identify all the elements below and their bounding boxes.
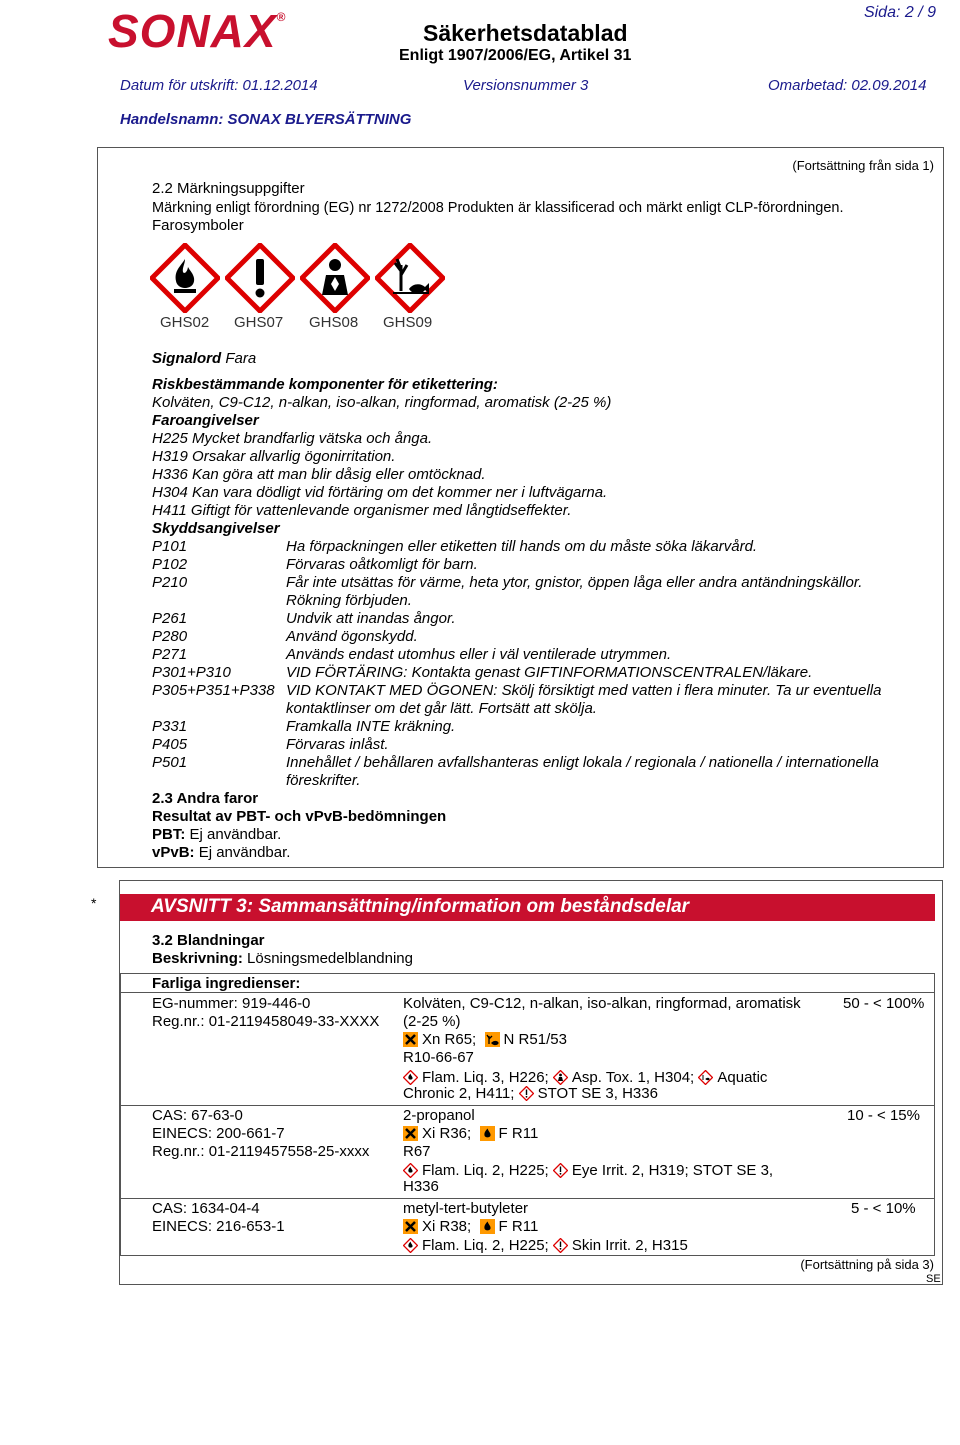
precaution-text: Undvik att inandas ångor.	[286, 610, 456, 627]
ingredient-r-phrases: R67	[403, 1143, 431, 1160]
ingredient-id: Reg.nr.: 01-2119458049-33-XXXX	[152, 1013, 380, 1030]
ghs09-environment-icon	[375, 243, 445, 313]
precaution-code: P405	[152, 736, 188, 753]
precaution-text: Förvaras inlåst.	[286, 736, 389, 753]
environment-icon	[698, 1070, 713, 1085]
document-title: Säkerhetsdatablad	[423, 20, 628, 46]
precaution-text: Innehållet / behållaren avfallshanteras enligt lokala / regionala / nationella / internationella	[286, 754, 879, 771]
row-divider	[120, 1105, 935, 1106]
precaution-code: P261	[152, 610, 188, 627]
hazard-heading: Faroangivelser	[152, 412, 259, 429]
hazard-statement: H304 Kan vara dödligt vid förtäring om det kommer ner i luftvägarna.	[152, 484, 608, 501]
ingredient-name: metyl-tert-butyleter	[403, 1200, 529, 1217]
ghs07-exclamation-icon	[225, 243, 295, 313]
irritant-x-icon	[403, 1219, 418, 1234]
risk-components-heading: Riskbestämmande komponenter för etikettering:	[152, 376, 498, 393]
precaution-code: P101	[152, 538, 188, 555]
precaution-code: P280	[152, 628, 188, 645]
exclamation-icon	[519, 1086, 534, 1101]
revised-date: Omarbetad: 02.09.2014	[768, 77, 927, 94]
version-number: Versionsnummer 3	[463, 77, 589, 94]
precaution-code: P501	[152, 754, 188, 771]
hazard-statement: H336 Kan göra att man blir dåsig eller omtöcknad.	[152, 466, 486, 483]
ghs-code: GHS09	[383, 314, 433, 331]
document-subtitle: Enligt 1907/2006/EG, Artikel 31	[399, 47, 632, 64]
ingredient-name: 2-propanol	[403, 1107, 475, 1124]
ingredient-clp: Flam. Liq. 3, H226; Asp. Tox. 1, H304; Aquatic	[403, 1069, 767, 1087]
ingredient-id: EINECS: 216-653-1	[152, 1218, 285, 1235]
precaution-code: P305+P351+P338	[152, 682, 275, 699]
language-code: SE	[926, 1273, 941, 1285]
exclamation-icon	[553, 1163, 568, 1178]
continued-from: (Fortsättning från sida 1)	[792, 158, 934, 173]
hazard-statement: H319 Orsakar allvarlig ögonirritation.	[152, 448, 396, 465]
pbt-heading: Resultat av PBT- och vPvB-bedömningen	[152, 808, 447, 825]
ingredient-name-cont: (2-25 %)	[403, 1013, 461, 1030]
labelling-heading: 2.2 Märkningsuppgifter	[152, 180, 305, 197]
precaution-code: P301+P310	[152, 664, 231, 681]
ghs02-flame-icon	[150, 243, 220, 313]
ingredient-clp-cont: H336	[403, 1178, 439, 1195]
page-number: Sida: 2 / 9	[863, 4, 936, 21]
hazard-statement: H225 Mycket brandfarlig vätska och ånga.	[152, 430, 433, 447]
ghs-code: GHS02	[160, 314, 210, 331]
precaution-text: Ha förpackningen eller etiketten till hands om du måste söka läkarvård.	[286, 538, 758, 555]
ingredient-id: CAS: 67-63-0	[152, 1107, 243, 1124]
ghs-code: GHS08	[309, 314, 359, 331]
ingredient-id: EG-nummer: 919-446-0	[152, 995, 311, 1012]
ingredient-id: EINECS: 200-661-7	[152, 1125, 285, 1142]
precaution-text: Framkalla INTE kräkning.	[286, 718, 456, 735]
ingredient-clp: Flam. Liq. 2, H225; Skin Irrit. 2, H315	[403, 1237, 688, 1255]
change-marker: *	[91, 895, 97, 911]
row-divider	[120, 1198, 935, 1199]
precaution-code: P210	[152, 574, 188, 591]
irritant-x-icon	[403, 1126, 418, 1141]
ingredient-id: Reg.nr.: 01-2119457558-25-xxxx	[152, 1143, 370, 1160]
precaution-text: VID FÖRTÄRING: Kontakta genast GIFTINFORMATIONSCENTRALEN/läkare.	[286, 664, 813, 681]
mixtures-heading: 3.2 Blandningar	[152, 932, 265, 949]
precaution-text: VID KONTAKT MED ÖGONEN: Skölj försiktigt med vatten i flera minuter. Ta ur eventuella	[286, 682, 882, 699]
ingredient-id: CAS: 1634-04-4	[152, 1200, 260, 1217]
environment-dsd-icon	[485, 1032, 500, 1047]
flame-icon	[403, 1163, 418, 1178]
precaution-heading: Skyddsangivelser	[152, 520, 280, 537]
ingredient-r-phrases: R10-66-67	[403, 1049, 474, 1066]
sonax-logo: SONAX®	[108, 5, 287, 57]
precaution-code: P102	[152, 556, 188, 573]
precaution-text: Rökning förbjuden.	[286, 592, 412, 609]
flammable-dsd-icon	[480, 1126, 495, 1141]
continued-next: (Fortsättning på sida 3)	[800, 1257, 934, 1272]
labelling-regulation: Märkning enligt förordning (EG) nr 1272/2008 Produkten är klassificerad och märkt enligt CLP-förordningen.	[152, 200, 844, 216]
signal-word: Signalord Fara	[152, 350, 257, 367]
ingredients-heading: Farliga ingredienser:	[152, 975, 301, 992]
precaution-text: Får inte utsättas för värme, heta ytor, gnistor, öppen låga eller andra antändningskällor.	[286, 574, 863, 591]
harmful-x-icon	[403, 1032, 418, 1047]
exclamation-icon	[553, 1238, 568, 1253]
print-date: Datum för utskrift: 01.12.2014	[120, 77, 318, 94]
health-hazard-icon	[553, 1070, 568, 1085]
section-3-title: AVSNITT 3: Sammansättning/information om beståndsdelar	[151, 896, 690, 917]
ingredient-dsd: Xi R38; F R11	[403, 1218, 538, 1236]
precaution-text: Använd ögonskydd.	[286, 628, 418, 645]
trade-name: Handelsnamn: SONAX BLYERSÄTTNING	[120, 111, 412, 128]
farosymboler-label: Farosymboler	[152, 217, 244, 234]
flame-icon	[403, 1070, 418, 1085]
precaution-text: Förvaras oåtkomligt för barn.	[286, 556, 478, 573]
precaution-code: P271	[152, 646, 188, 663]
risk-components: Kolväten, C9-C12, n-alkan, iso-alkan, ringformad, aromatisk (2-25 %)	[152, 394, 612, 411]
precaution-code: P331	[152, 718, 188, 735]
ingredient-clp: Flam. Liq. 2, H225; Eye Irrit. 2, H319; STOT SE 3,	[403, 1162, 773, 1180]
section-3-title-bar	[120, 894, 935, 921]
pbt-result: PBT: Ej användbar.	[152, 826, 282, 843]
other-hazards-heading: 2.3 Andra faror	[152, 790, 259, 807]
ingredient-dsd: Xn R65; N R51/53	[403, 1031, 567, 1049]
ghs08-health-hazard-icon	[300, 243, 370, 313]
description: Beskrivning: Lösningsmedelblandning	[152, 950, 413, 967]
flame-icon	[403, 1238, 418, 1253]
ingredient-concentration: 5 - < 10%	[851, 1200, 916, 1217]
precaution-text: kontaktlinser om det går lätt. Fortsätt att skölja.	[286, 700, 597, 717]
ingredient-clp-cont: Chronic 2, H411; STOT SE 3, H336	[403, 1085, 658, 1102]
flammable-dsd-icon	[480, 1219, 495, 1234]
ingredient-concentration: 10 - < 15%	[847, 1107, 920, 1124]
ingredient-concentration: 50 - < 100%	[843, 995, 925, 1012]
ingredient-name: Kolväten, C9-C12, n-alkan, iso-alkan, ringformad, aromatisk	[403, 995, 801, 1012]
hazard-statement: H411 Giftigt för vattenlevande organismer med långtidseffekter.	[152, 502, 572, 519]
vpvb-result: vPvB: Ej användbar.	[152, 844, 291, 861]
ingredient-dsd: Xi R36; F R11	[403, 1125, 538, 1143]
precaution-text: Används endast utomhus eller i väl ventilerade utrymmen.	[286, 646, 672, 663]
ghs-code: GHS07	[234, 314, 284, 331]
precaution-text: föreskrifter.	[286, 772, 361, 789]
